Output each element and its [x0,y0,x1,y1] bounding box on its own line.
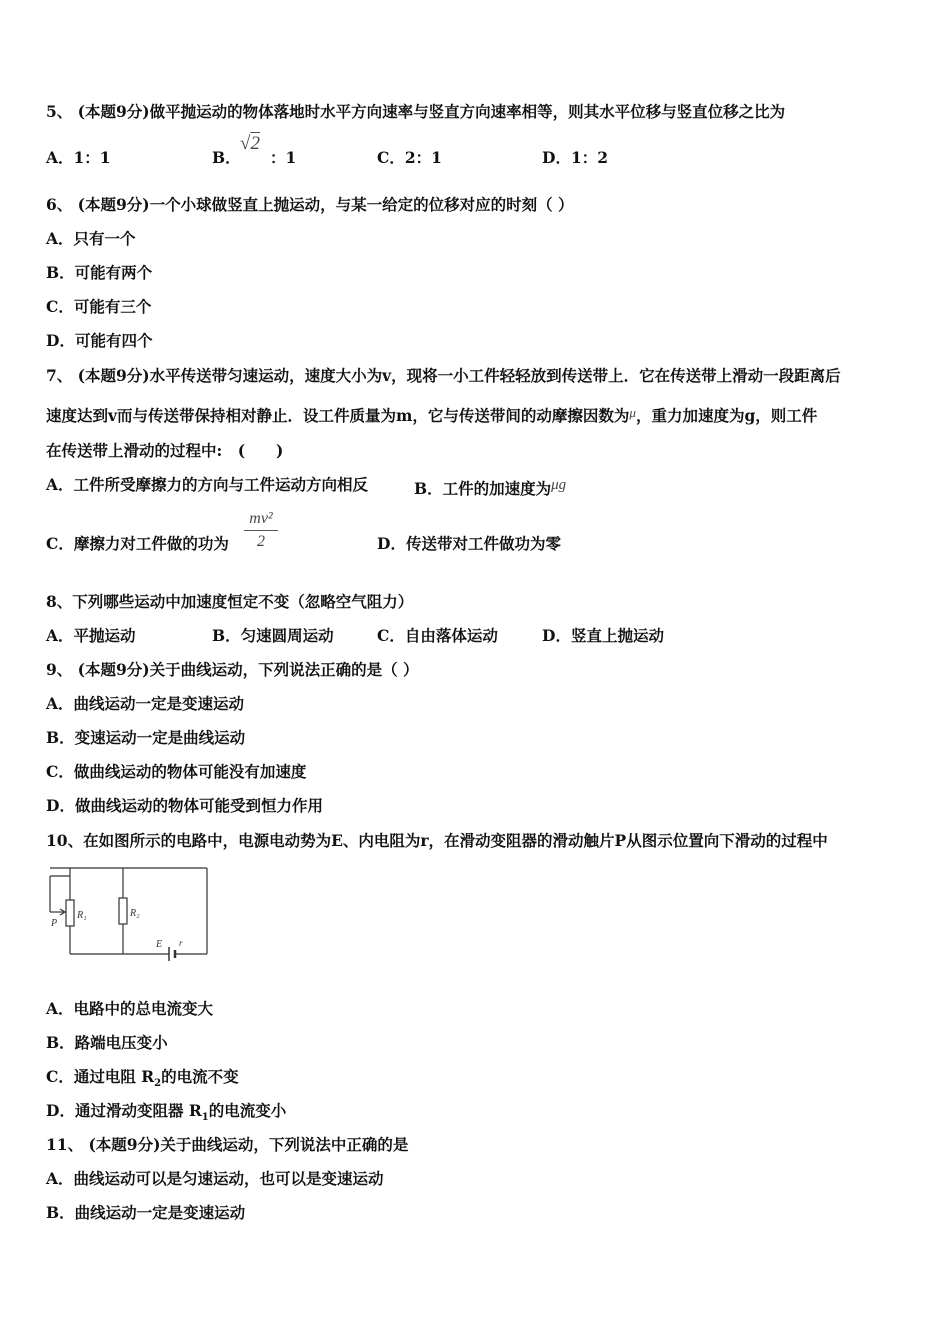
q6-option-b: B．可能有两个 [46,263,153,282]
q10-circuit-diagram [42,862,214,962]
q8-option-a: A．平抛运动 [46,626,136,645]
q6-option-d: D．可能有四个 [46,331,153,350]
q7-option-d: D．传送带对工件做功为零 [377,534,561,553]
q10-label-r2: R₂ [130,908,140,919]
q8-stem: 8、下列哪些运动中加速度恒定不变（忽略空气阻力） [46,592,414,611]
q6-stem: 6、 (本题9分)一个小球做竖直上抛运动，与某一给定的位移对应的时刻（ ） [46,195,574,214]
q10-label-p: P [51,918,58,929]
q5-option-b-ratio: ：1 [270,148,297,167]
q10-option-c [46,1067,239,1094]
q11-option-a: A．曲线运动可以是匀速运动，也可以是变速运动 [46,1169,384,1188]
q9-option-d: D．做曲线运动的物体可能受到恒力作用 [46,796,323,815]
q7-option-b [414,475,566,499]
q7-fraction-bar [244,530,278,531]
q7-fraction-numerator: mv² [249,510,273,527]
q10-option-c-post: 的电流不变 [161,1067,239,1086]
q10-resistor-r2 [119,898,127,924]
q5-option-d: D．1：2 [542,148,609,167]
q10-option-c-sub: 2 [154,1078,162,1090]
q10-label-r1: R₁ [77,910,87,921]
q7-fraction [244,510,278,551]
q5-stem: 5、 (本题9分)做平抛运动的物体落地时水平方向速率与竖直方向速率相等，则其水平位移与竖直位移之比为 [46,102,786,121]
q10-option-c-pre: C．通过电阻 R [46,1067,155,1086]
q10-option-d-sub: 1 [201,1112,209,1124]
q6-option-c: C．可能有三个 [46,297,152,316]
q10-option-d-pre: D．通过滑动变阻器 R [46,1101,202,1120]
q7-option-a: A．工件所受摩擦力的方向与工件运动方向相反 [46,475,369,494]
q5-option-a: A．1：1 [46,148,111,167]
q10-label-r: r [179,938,183,948]
q8-option-d: D．竖直上抛运动 [542,626,664,645]
q10-option-a: A．电路中的总电流变大 [46,999,214,1018]
q7-stem-line1: 7、 (本题9分)水平传送带匀速运动，速度大小为v，现将一小工件轻轻放到传送带上．它在传送带上滑动一段距离后 [46,366,841,385]
q7-option-b-text: B．工件的加速度为 [414,479,552,498]
q5-option-c: C．2：1 [377,148,442,167]
q9-option-b: B．变速运动一定是曲线运动 [46,728,246,747]
q7-mu-g: μg [551,477,567,493]
q7-stem-line2a: 速度达到v而与传送带保持相对静止．设工件质量为m，它与传送带间的动摩擦因数为 [46,406,630,425]
q7-stem-line2 [46,403,817,426]
q9-option-a: A．曲线运动一定是变速运动 [46,694,245,713]
q10-option-d [46,1101,286,1128]
q5-option-b: B． [212,148,241,167]
q5-sqrt-symbol: √2 [240,133,260,154]
q7-stem-line2b: ，重力加速度为g，则工件 [635,406,818,425]
q10-label-e: E [156,939,163,950]
q9-option-c: C．做曲线运动的物体可能没有加速度 [46,762,307,781]
q7-fraction-denominator: 2 [257,533,265,550]
q10-option-b: B．路端电压变小 [46,1033,168,1052]
q8-option-c: C．自由落体运动 [377,626,498,645]
q11-option-b: B．曲线运动一定是变速运动 [46,1203,246,1222]
q7-option-c: C．摩擦力对工件做的功为 [46,534,229,553]
q10-stem: 10、在如图所示的电路中，电源电动势为E、内电阻为r，在滑动变阻器的滑动触片P从图示位置向下滑动的过程中 [46,831,828,850]
q5-sqrt-radicand: 2 [250,133,260,154]
q11-stem: 11、 (本题9分)关于曲线运动，下列说法中正确的是 [46,1135,409,1154]
q9-stem: 9、 (本题9分)关于曲线运动，下列说法正确的是（ ） [46,660,419,679]
q7-stem-line3: 在传送带上滑动的过程中: ( ) [46,441,284,460]
q7-mu: μ [629,405,636,420]
q10-resistor-r1 [66,900,74,926]
q10-option-d-post: 的电流变小 [208,1101,287,1120]
q8-option-b: B．匀速圆周运动 [212,626,334,645]
q6-option-a: A．只有一个 [46,229,136,248]
